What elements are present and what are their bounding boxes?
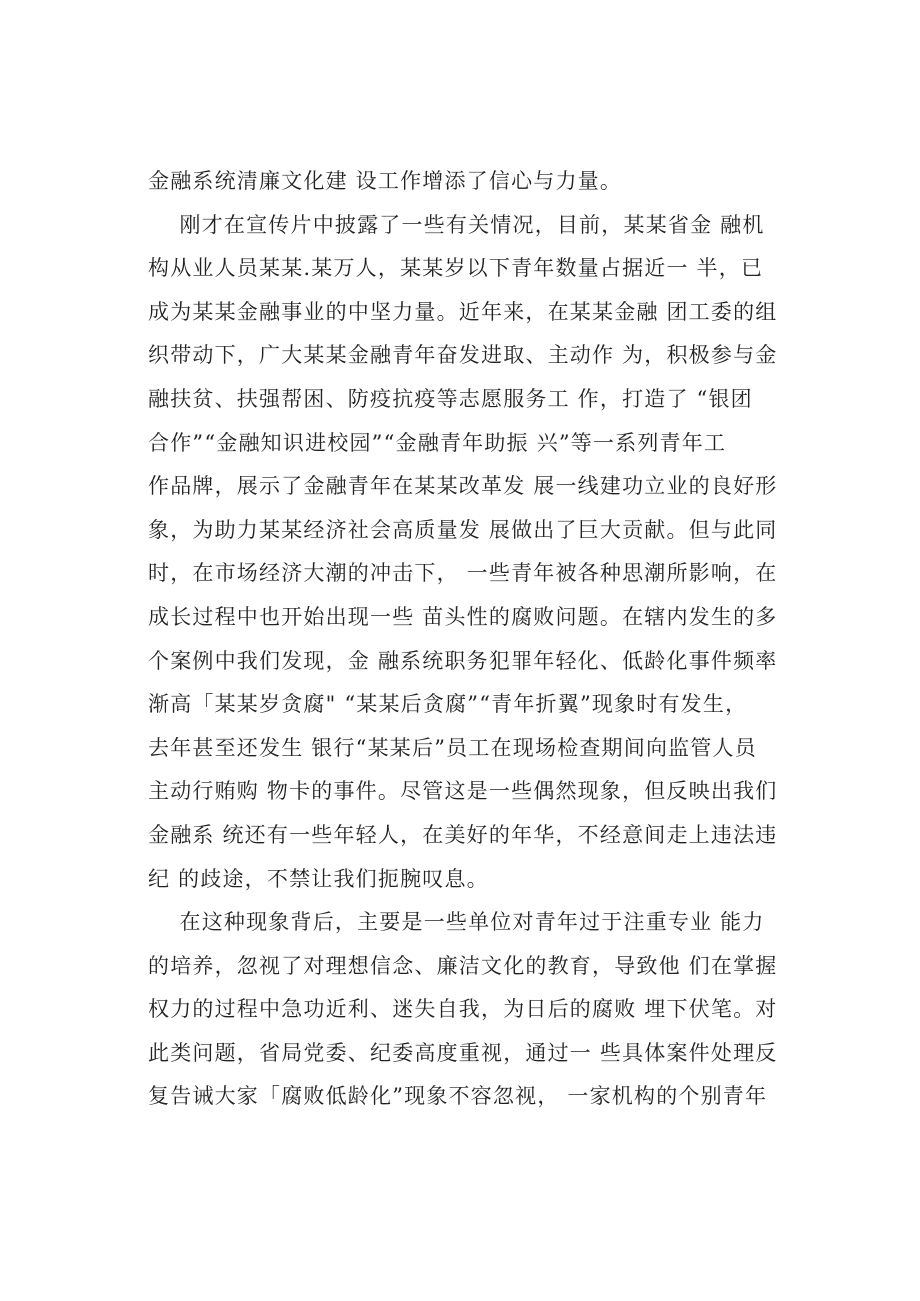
body-text: [148, 160, 808, 1119]
text-line: 成长过程中也开始出现一些 苗头性的腐败问题。在辖内发生的多: [148, 604, 778, 629]
text-line: 构从业人员某某.某万人，某某岁以下青年数量占据近一 半，已: [148, 256, 764, 281]
text-line: 成为某某金融事业的中坚力量。近年来，在某某金融 团工委的组: [148, 299, 778, 324]
text-line: 金融系 统还有一些年轻人，在美好的年华，不经意间走上违法违: [148, 822, 778, 847]
text-line: 象，为助力某某经济社会高质量发 展做出了巨大贡献。但与此同: [148, 517, 778, 542]
text-line: 刚才在宣传片中披露了一些有关情况，目前，某某省金 融机: [148, 212, 765, 237]
text-line: 渐高「某某岁贪腐" “某某后贪腐”“青年折翼”现象时有发生，: [148, 692, 748, 717]
text-line: 复告诫大家「腐败低龄化”现象不容忽视， 一家机构的个别青年: [148, 1084, 768, 1109]
text-line: 的培养，忽视了对理想信念、廉洁文化的教育，导致他 们在掌握: [148, 953, 778, 978]
text-line: 融扶贫、扶强帮困、防疫抗疫等志愿服务工 作，打造了 “银团: [148, 386, 753, 411]
text-line: 在这种现象背后，主要是一些单位对青年过于注重专业 能力: [148, 910, 765, 935]
text-line: 合作”“金融知识进校园”“金融青年助振 兴”等一系列青年工: [148, 430, 727, 455]
text-line: 作品牌，展示了金融青年在某某改革发 展一线建功立业的良好形: [148, 474, 778, 499]
text-line: 纪 的歧途，不禁让我们扼腕叹息。: [148, 866, 489, 891]
text-line: 时，在市场经济大潮的冲击下， 一些青年被各种思潮所影响，在: [148, 561, 778, 586]
text-line: 主动行贿购 物卡的事件。尽管这是一些偶然现象，但反映出我们: [148, 779, 778, 804]
text-line: 去年甚至还发生 银行“某某后”员工在现场检查期间向监管人员: [148, 735, 757, 760]
text-line: 个案例中我们发现，金 融系统职务犯罪年轻化、低龄化事件频率: [148, 648, 778, 673]
text-line: 金融系统清廉文化建 设工作增添了信心与力量。: [148, 169, 623, 193]
text-line: 权力的过程中急功近利、迷失自我，为日后的腐败 埋下伏笔。对: [148, 997, 778, 1022]
text-line: 此类问题，省局党委、纪委高度重视，通过一 些具体案件处理反: [148, 1040, 778, 1065]
text-line: 织带动下，广大某某金融青年奋发进取、主动作 为，积极参与金: [148, 343, 778, 368]
